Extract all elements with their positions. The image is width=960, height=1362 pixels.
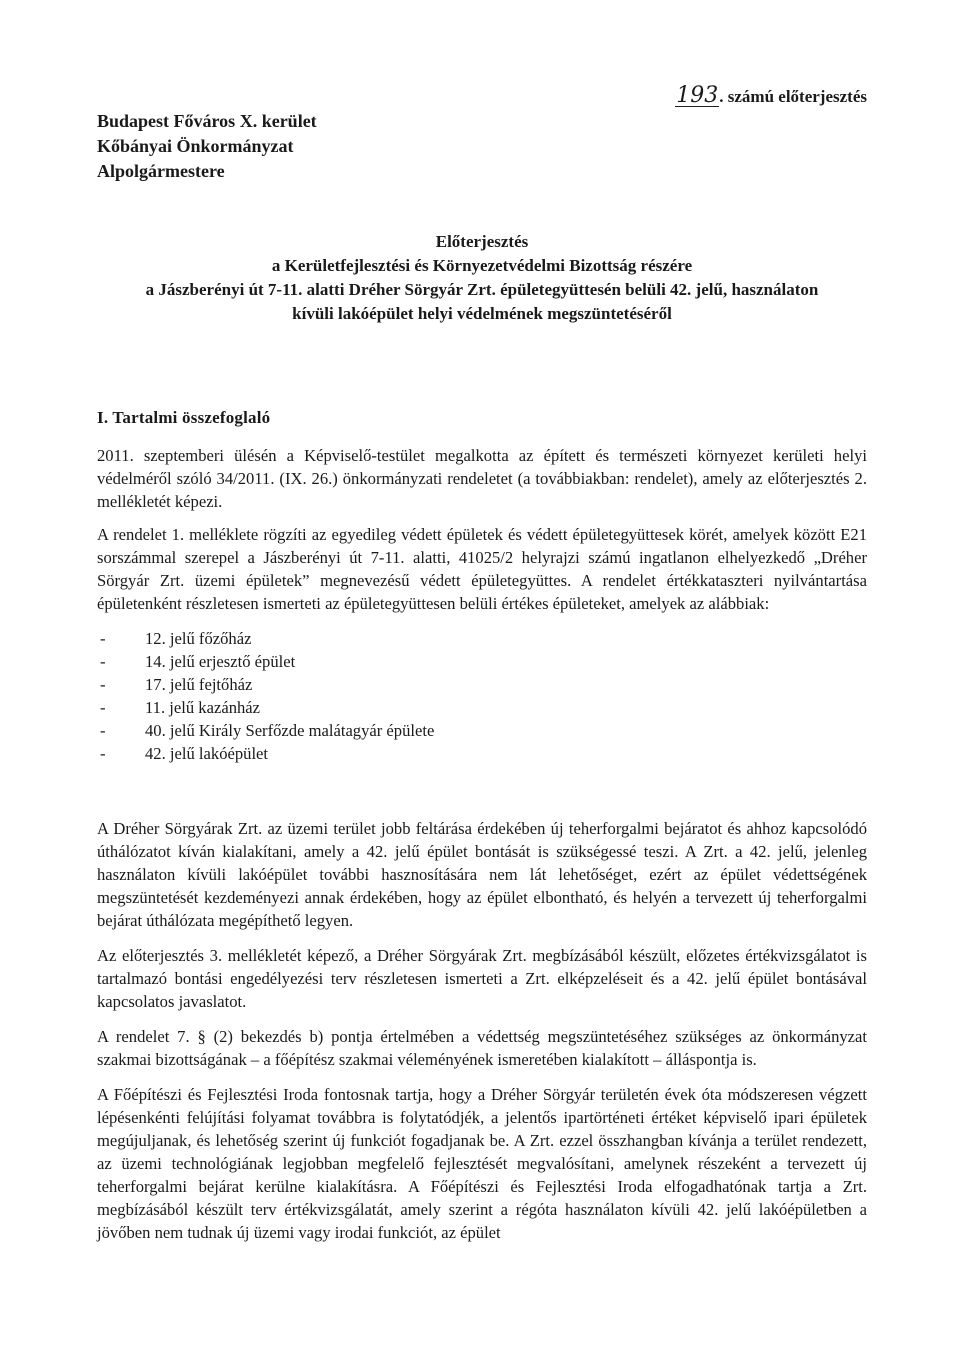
- handwritten-number: 193: [676, 83, 719, 108]
- title-line-4: kívüli lakóépület helyi védelmének megszüntetéséről: [292, 304, 672, 323]
- paragraph-3: A Dréher Sörgyárak Zrt. az üzemi terület jobb feltárása érdekében új teherforgalmi bejáratot és ahhoz kapcsolódó úthálózatot kíván kialakítani, amely a 42. jelű épület bontását is szükségessé teszi. A Zrt. a 42. jelű, jelenleg használaton kívüli lakóépület további hasznosítására nem lát lehetőséget, ezért az épület védettségének megszüntetését kezdeményezi annak érdekében, hogy az épület elbontható, és helyén a tervezett új teherforgalmi bejárat úthálózata megépíthető legyen.: [97, 819, 867, 930]
- section-heading: I. Tartalmi összefoglaló: [97, 408, 271, 427]
- title-line-3: a Jászberényi út 7-11. alatti Dréher Sörgyár Zrt. épületegyüttesén belüli 42. jelű, használaton: [145, 280, 819, 299]
- list-item: - 11. jelű kazánház: [97, 696, 867, 719]
- document-body: [97, 444, 867, 1256]
- issuer-line-3: Alpolgármestere: [97, 161, 225, 181]
- paragraph-2: A rendelet 1. melléklete rögzíti az egyedileg védett épületek és védett épületegyüttesek körét, amelyek között E21 sorszámmal szerepel a Jászberényi út 7-11. alatti, 41025/2 helyrajzi számú ingatlanon elhelyezkedő „Dréher Sörgyár Zrt. üzemi épületek” megnevezésű védett épületegyüttes. A rendelet értékkataszteri nyilvántartása épületenként részletesen ismerteti az épületegyüttesen belüli értékes épületeket, amelyek az alábbiak:: [97, 525, 867, 613]
- list-item: - 40. jelű Király Serfőzde malátagyár épülete: [97, 719, 867, 742]
- document-title: [97, 230, 867, 326]
- list-item: - 42. jelű lakóépület: [97, 742, 867, 765]
- list-item: - 14. jelű erjesztő épület: [97, 650, 867, 673]
- paragraph-6: A Főépítészi és Fejlesztési Iroda fontosnak tartja, hogy a Dréher Sörgyár területén évek óta módszeresen végzett lépésenkénti felújítási folyamat továbbra is folytatódjék, a jelentős ipartörténeti értéket képviselő ipari épületek megújuljanak, és lehetőség szerint új funkciót fogadjanak be. A Zrt. ezzel összhangban kívánja a terület rendezett, az üzemi technológiának legjobban megfelelő fejlesztését megvalósítani, amelynek részeként a tervezett új teherforgalmi bejárat kerülne kialakításra. A Főépítészi és Fejlesztési Iroda elfogadhatónak tartja a Zrt. megbízásából készült terv értékvizsgálatát, amely szerint a régóta használaton kívüli 42. jelű lakóépületben a jövőben nem tudnak új üzemi vagy irodai funkciót, az épület: [97, 1085, 867, 1242]
- list-item: - 17. jelű fejtőház: [97, 673, 867, 696]
- proposal-number-label: . számú előterjesztés: [719, 87, 867, 106]
- title-line-2: a Kerületfejlesztési és Környezetvédelmi Bizottság részére: [271, 256, 693, 275]
- list-item: - 12. jelű főzőház: [97, 627, 867, 650]
- paragraph-4: Az előterjesztés 3. mellékletét képező, a Dréher Sörgyárak Zrt. megbízásából készült, előzetes értékvizsgálatot is tartalmazó bontási engedélyezési terv részletesen ismerteti a Zrt. elképzeléseit és a 42. jelű épület bontásával kapcsolatos javaslatot.: [97, 946, 867, 1011]
- proposal-number: [675, 83, 867, 108]
- issuer-line-1: Budapest Főváros X. kerület: [97, 111, 317, 131]
- paragraph-5: A rendelet 7. § (2) bekezdés b) pontja értelmében a védettség megszüntetéséhez szükséges az önkormányzat szakmai bizottságának – a főépítész szakmai véleményének ismeretében kialakított – álláspontja is.: [97, 1027, 867, 1069]
- issuer-line-2: Kőbányai Önkormányzat: [97, 136, 294, 156]
- issuer-block: [97, 109, 317, 184]
- building-list: [97, 627, 867, 765]
- title-line-1: Előterjesztés: [435, 232, 529, 251]
- paragraph-1: 2011. szeptemberi ülésén a Képviselő-testület megalkotta az épített és természeti környezet kerületi helyi védelméről szóló 34/2011. (IX. 26.) önkormányzati rendeletet (a továbbiakban: rendelet), amely az előterjesztés 2. mellékletét képezi.: [97, 446, 867, 511]
- spacer: [97, 789, 867, 817]
